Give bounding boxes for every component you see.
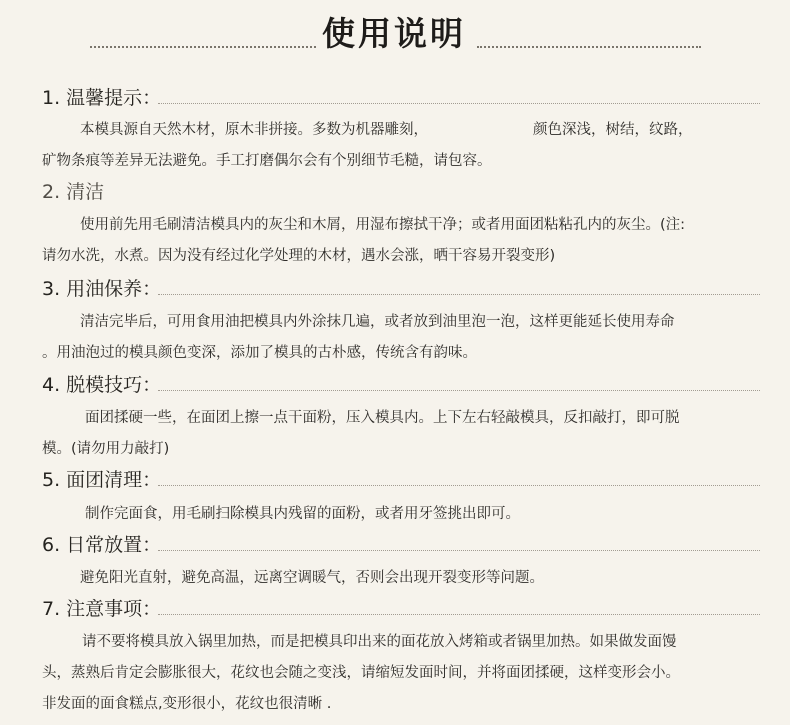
section-2-line-2: 请勿水洗，水煮。因为没有经过化学处理的木材，遇水会涨，晒干容易开裂变形) [42,248,556,264]
section-4-divider [158,390,760,391]
title-divider-right [477,46,701,48]
section-2-heading: 2. 清洁 [42,181,105,203]
section-3-line-1: 清洁完毕后，可用食用油把模具内外涂抹几遍，或者放到油里泡一泡，这样更能延长使用寿命 [80,314,675,330]
section-3-body [42,307,754,369]
section-1-line-1b: 颜色深浅，树结，纹路， [533,122,693,138]
section-7-divider [158,614,760,615]
section-5-body [42,499,754,530]
section-1-line-2: 矿物条痕等差异无法避免。手工打磨偶尔会有个别细节毛糙，请包容。 [42,153,492,169]
section-4-body [42,403,754,465]
section-1-line-1 [42,115,754,146]
section-6-heading: 6. 日常放置： [42,534,162,556]
section-3-line-2: 。用油泡过的模具颜色变深，添加了模具的古朴感，传统含有韵味。 [42,345,477,361]
section-2-line-1: 使用前先用毛刷清洁模具内的灰尘和木屑，用湿布擦拭干净；或者用面团粘粘孔内的灰尘。(注: [80,217,686,233]
section-6-line-1: 避免阳光直射，避免高温，远离空调暖气，否则会出现开裂变形等问题。 [80,570,544,586]
section-1-divider [158,103,760,104]
section-3-heading: 3. 用油保养： [42,278,162,300]
section-1-body [42,115,754,177]
page-title: 使用说明 [322,14,466,53]
section-4-line-2: 模。(请勿用力敲打) [42,441,170,457]
title-divider-left [90,46,316,48]
section-5-divider [158,485,760,486]
section-7-line-3: 非发面的面食糕点,变形很小，花纹也很清晰 . [42,696,332,712]
section-4-line-1: 面团揉硬一些，在面团上擦一点干面粉，压入模具内。上下左右轻敲模具，反扣敲打，即可脱 [85,410,680,426]
section-7-body [42,627,754,720]
section-7-line-2: 头，蒸熟后肯定会膨胀很大，花纹也会随之变浅，请缩短发面时间，并将面团揉硬，这样变形会小。 [42,665,680,681]
section-6-divider [158,550,760,551]
section-7-heading: 7. 注意事项： [42,598,162,620]
section-5-heading: 5. 面团清理： [42,469,162,491]
section-1-line-1a: 本模具源自天然木材，原木非拼接。多数为机器雕刻， [80,122,428,138]
section-4-heading: 4. 脱模技巧： [42,374,162,396]
section-1-heading: 1. 温馨提示： [42,87,162,109]
section-2-body [42,210,754,272]
section-3-divider [158,294,760,295]
section-5-line-1: 制作完面食，用毛刷扫除模具内残留的面粉，或者用牙签挑出即可。 [85,506,520,522]
title-row [0,12,790,56]
section-6-body [42,563,754,594]
section-7-line-1: 请不要将模具放入锅里加热，而是把模具印出来的面花放入烤箱或者锅里加热。如果做发面馒 [82,634,677,650]
